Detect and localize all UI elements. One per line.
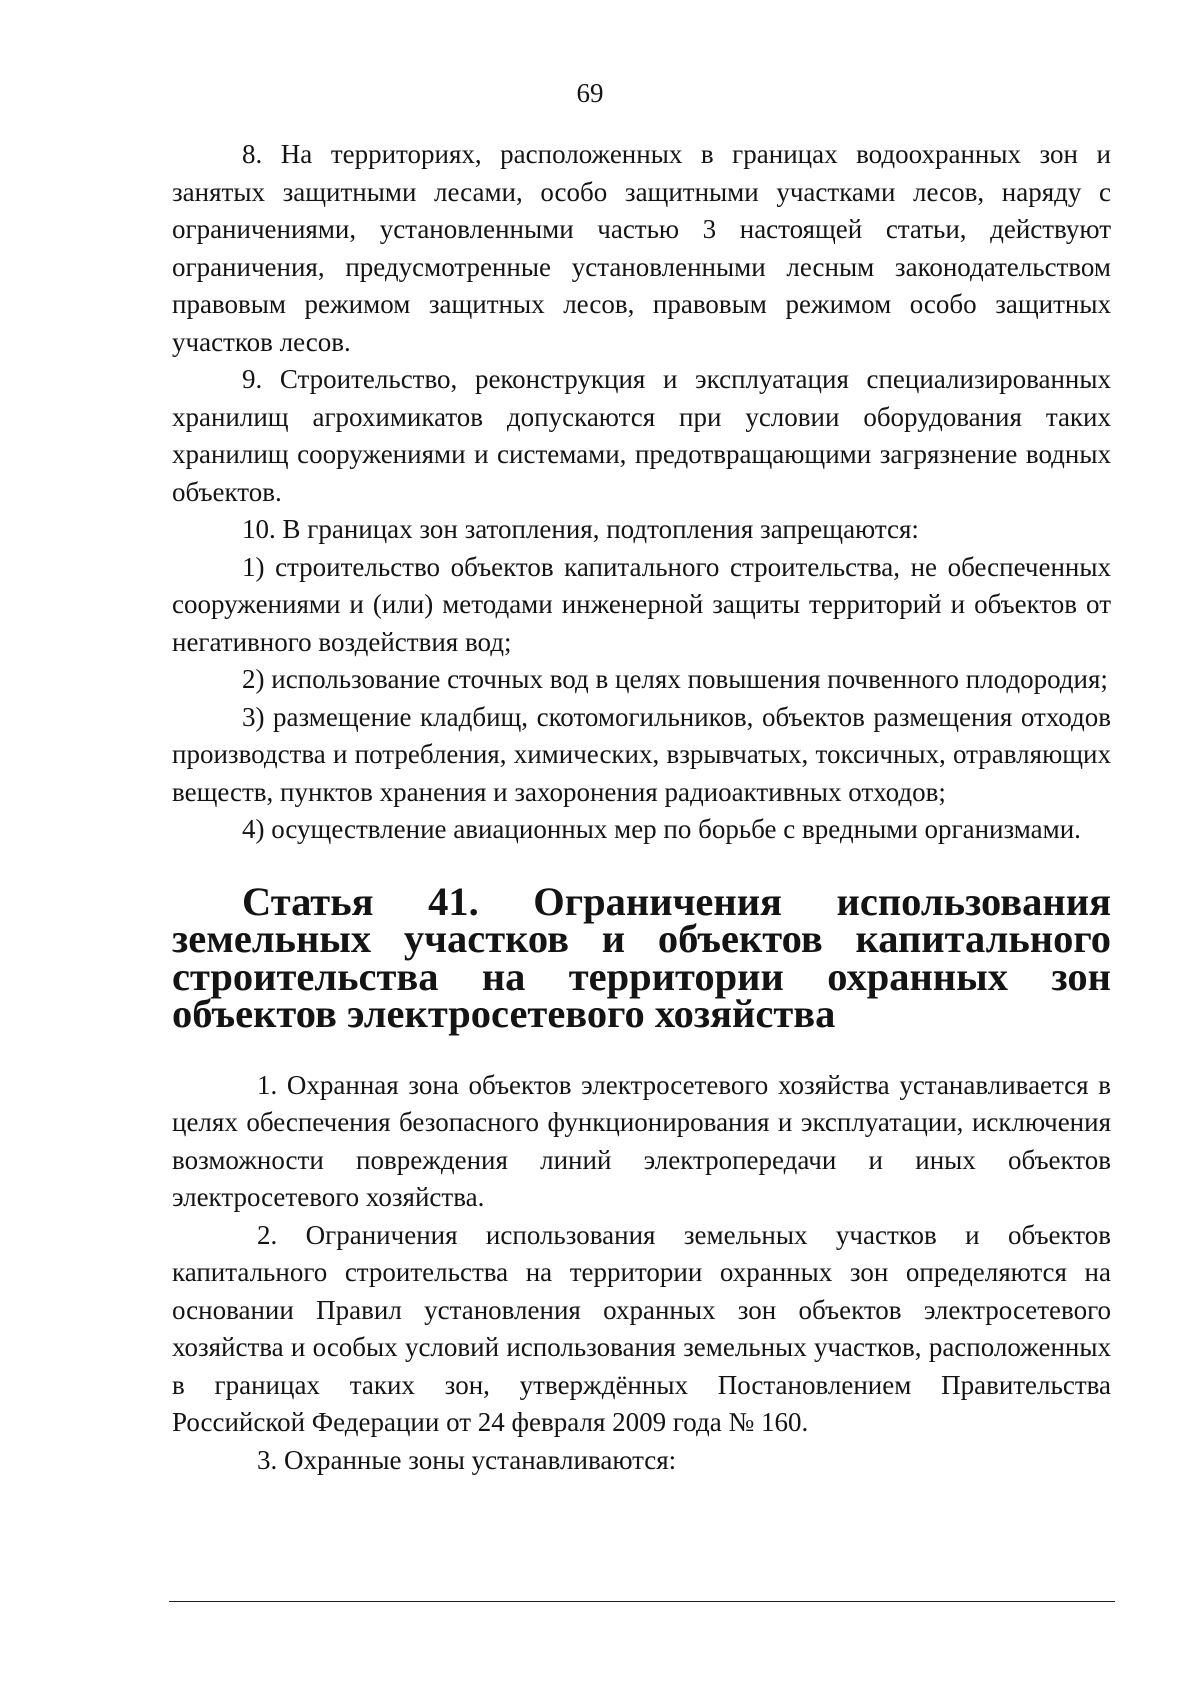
article-paragraph-1: 1. Охранная зона объектов электросетевого хозяйства устанавливается в целях обеспечения безопасного функционирования и эксплуатации, исключения возможности повреждения линий электропередачи и иных объектов электросетевого хозяйства. [172, 1069, 1111, 1212]
list-item-3: 3) размещение кладбищ, скотомогильников, объектов размещения отходов производства и потребления, химических, взрывчатых, токсичных, отравляющих веществ, пунктов хранения и захоронения радиоактивных отходов; [172, 701, 1111, 807]
heading-spacer [172, 1033, 1111, 1067]
paragraph-10: 10. В границах зон затопления, подтопления запрещаются: [242, 514, 919, 544]
list-item-4: 4) осуществление авиационных мер по борьбе с вредными организмами. [242, 814, 1081, 844]
paragraph-8: 8. На территориях, расположенных в границах водоохранных зон и занятых защитными лесами, особо защитными участками лесов, наряду с ограничениями, установленными частью 3 настоящей статьи, действуют ограничения, предусмотренные установленными лесным законодательством правовым режимом защитных лесов, правовым режимом особо защитных участков лесов. [172, 139, 1111, 357]
page-number: 69 [576, 78, 604, 108]
article-paragraph-2: 2. Ограничения использования земельных участков и объектов капитального строительства на территории охранных зон определяются на основании Правил установления охранных зон объектов электросетевого хозяйства и особых условий использования земельных участков, расположенных в границах таких зон, утверждённых Постановлением Правительства Российской Федерации от 24 февраля 2009 года № 160. [172, 1219, 1111, 1437]
paragraph-9: 9. Строительство, реконструкция и эксплуатация специализированных хранилищ агрохимикатов допускаются при условии оборудования таких хранилищ сооружениями и системами, предотвращающими загрязнение водных объектов. [172, 364, 1111, 507]
footer-divider [169, 1601, 1115, 1602]
list-item-2: 2) использование сточных вод в целях повышения почвенного плодородия; [242, 664, 1108, 694]
document-body [172, 136, 1111, 1479]
list-item-1: 1) строительство объектов капитального строительства, не обеспеченных сооружениями и (или) методами инженерной защиты территорий и объектов от негативного воздействия вод; [172, 551, 1111, 657]
article-heading: Статья 41. Ограничения использования земельных участков и объектов капитального строительства на территории охранных зон объектов электросетевого хозяйства [172, 878, 1111, 1036]
article-paragraph-3: 3. Охранные зоны устанавливаются: [257, 1444, 677, 1475]
